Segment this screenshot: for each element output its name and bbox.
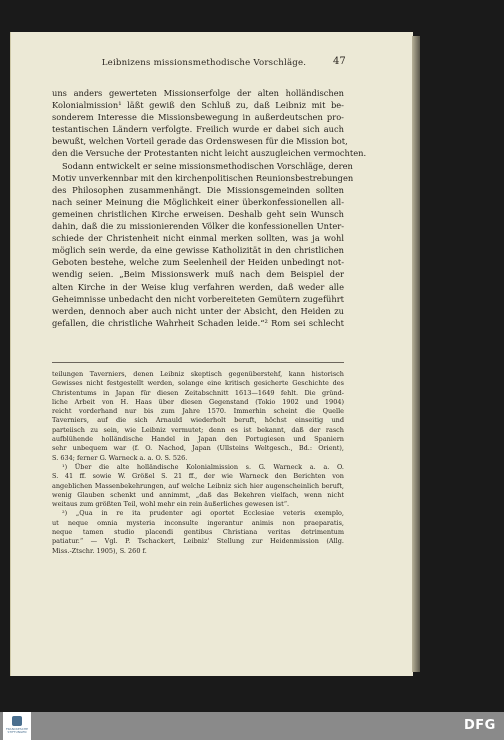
footnote-line: weitaus zum größten Teil, wohl mehr ein rein äußerliches gewesen ist“. xyxy=(52,500,290,509)
footnote-line: ¹) Über die alte holländische Kolonialmission s. G. Warneck a. a. O. xyxy=(62,462,344,471)
footnote-line: wenig Glauben schenkt und annimmt, „daß das Bekehren vielfach, wenn nicht xyxy=(52,490,344,499)
footnote-line: ²) „Qua in re ita prudenter agi oportet Ecclesiae veteris exemplo, xyxy=(62,509,344,518)
footnote-line: sehr unbequem war (f. O. Nachod, Japan (Ullsteins Weltgesch., Bd.: Orient), xyxy=(52,444,344,453)
footnote-line: Miss.-Ztschr. 1905), S. 260 f. xyxy=(52,546,147,555)
text-line: uns anders gewerteten Missionserfolge der alten holländischen xyxy=(52,88,344,98)
institution-logo xyxy=(3,712,31,740)
viewer-footer-bar xyxy=(0,712,504,740)
dfg-logo: DFG xyxy=(464,718,496,733)
footnote-line: S. 634; ferner G. Warneck a. a. O. S. 526. xyxy=(52,453,188,462)
text-line: den die Versuche der Protestanten nicht leicht auszugleichen vermochten. xyxy=(52,148,367,159)
text-line: Sodann entwickelt er seine missionsmethodischen Vorschläge, deren xyxy=(62,160,353,171)
footnote-line: angeblichen Massenbekehrungen, auf welche Leibniz sich hier augenscheinlich beruft, xyxy=(52,481,344,490)
footnote-line: patiatur.“ — Vgl. P. Tschackert, Leibniz' Stellung zur Heidenmission (Allg. xyxy=(52,537,344,546)
text-line: Motiv unverkennbar mit den kirchenpolitischen Reunionsbestrebungen xyxy=(52,172,354,183)
logo-emblem-icon xyxy=(12,716,22,726)
footnote-line: neque tamen studio placendi gentibus Christiana veritas detrimentum xyxy=(52,528,344,537)
text-line: nach seiner Meinung die Möglichkeit einer überkonfessionellen all- xyxy=(52,196,344,207)
text-line: alten Kirche in der Weise klug verfahren werden, daß weder alle xyxy=(52,281,344,292)
text-line: Geboten bestehe, welche zum Seelenheil der Heiden unbedingt not- xyxy=(52,257,344,268)
footnote-divider xyxy=(52,362,344,363)
page-number: 47 xyxy=(333,56,346,67)
footnote-line: teilungen Taverniers, denen Leibniz skeptisch gegenüberstehf, kann historisch xyxy=(52,370,344,378)
text-line: testantischen Ländern verfolgte. Freilich wurde er dabei sich auch xyxy=(52,124,344,135)
page-edge xyxy=(412,36,420,672)
running-title: Leibnizens missionsmethodische Vorschläge. xyxy=(101,58,307,68)
footnote-line: Gewisses nicht festgestellt werden, solange eine kritisch gesicherte Geschichte des xyxy=(52,379,344,388)
text-line: Geheimnisse unbedacht den nicht vorbereiteten Gemütern zugeführt xyxy=(52,293,344,304)
text-line: wendig seien. „Beim Missionswerk muß nach dem Beispiel der xyxy=(52,269,344,280)
text-line: bewußt, welchen Vorteil gerade das Ordenswesen für die Mission bot, xyxy=(52,136,348,147)
footnote-line: reicht vorderhand nur bis zum Jahre 1570. Immerhin scheint die Quelle xyxy=(52,407,344,416)
footnote-line: S. 41 ff. sowie W. Größel S. 21 ff., der wie Warneck den Berichten von xyxy=(52,472,344,481)
text-line: Kolonialmission¹ läßt gewiß den Schluß zu, daß Leibniz mit be- xyxy=(52,100,344,111)
text-line: dahin, daß die zu missionierenden Völker die konfessionellen Unter- xyxy=(52,221,344,232)
footnotes xyxy=(52,370,344,556)
footnote-line: Christentums in Japan für diesen Zeitabschnitt 1613—1649 fehlt. Die gründ- xyxy=(52,388,344,397)
text-line: sonderem Interesse die Missionsbewegung in außerdeutschen pro- xyxy=(52,112,344,123)
logo-caption: FRANCKESCHE STIFTUNGEN xyxy=(5,727,29,735)
text-line: gefallen, die christliche Wahrheit Schaden leide.“² Rom sei schlecht xyxy=(52,317,344,328)
footnote-line: Taverniers, auf die sich Arnauld wiederholt beruft, höchst einseitig und xyxy=(52,416,344,425)
text-line: schiede der Christenheit nicht einmal merken sollten, was ja wohl xyxy=(52,233,344,244)
text-line: möglich sein werde, da eine gewisse Katholizität in den christlichen xyxy=(52,245,344,256)
footnote-line: ut neque omnia mysteria inconsulte ingerantur animis non praeparatis, xyxy=(52,518,344,527)
footnote-line: parteiisch zu sein, wie Leibniz vermutet; denn es ist bekannt, daß der rasch xyxy=(52,425,344,434)
text-line: werden, dennoch aber auch nicht unter der Absicht, den Heiden zu xyxy=(52,305,344,316)
footnote-line: aufblühende holländische Handel in Japan den Portugiesen und Spaniern xyxy=(52,435,344,444)
footnote-line: liche Arbeit von H. Haas über diesen Gegenstand (Tokio 1902 und 1904) xyxy=(52,397,344,406)
text-line: des Philosophen zusammenhängt. Die Missionsgemeinden sollten xyxy=(52,184,344,195)
main-text xyxy=(52,87,367,329)
text-line: gemeinen christlichen Kirche erweisen. Deshalb geht sein Wunsch xyxy=(52,208,344,219)
